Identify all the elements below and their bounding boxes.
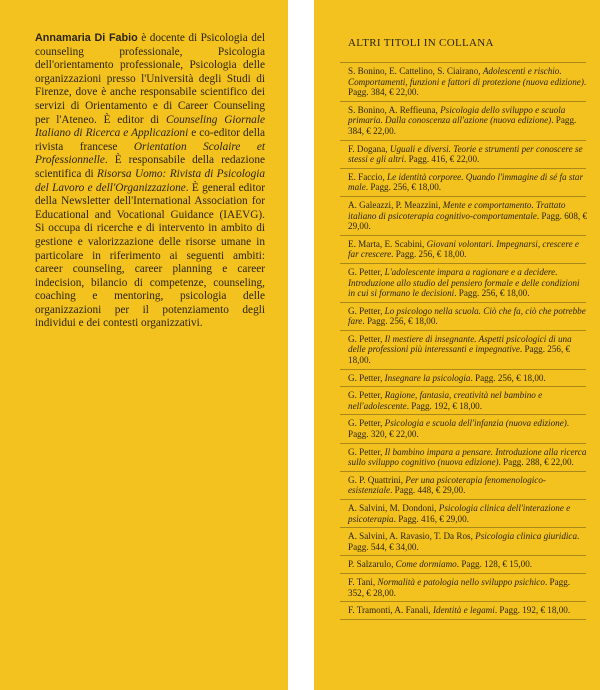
entry-title: Psicologia clinica giuridica xyxy=(475,531,578,542)
entry-divider xyxy=(340,196,586,197)
series-list-panel xyxy=(340,37,588,620)
series-entry xyxy=(340,264,588,302)
entry-text: . Pagg. 608, € 29,00. xyxy=(348,210,587,232)
entry-divider xyxy=(340,62,586,63)
bio-segment: è docente di Psicologia del counseling professionale, Psicologia dell'orientamento professionale, Psicologia delle organizzazioni presso l'Università degli Studi di Firenze, dove è anche responsabile scientifico dei servizi di Orientamento e di Career Counseling per l'Ateneo. È editor di xyxy=(35,32,266,126)
entry-divider xyxy=(340,263,586,264)
series-entry xyxy=(340,370,588,387)
entry-text: . Pagg. 256, € 18,00. xyxy=(365,182,442,193)
entry-text: . Pagg. 192, € 18,00. xyxy=(406,400,482,411)
bio-segment: Orientation Scolaire et Professionnelle xyxy=(35,140,266,167)
entry-text: . Pagg. 256, € 18,00. xyxy=(348,344,571,366)
entry-title: L'adolescente impara a ragionare e a decidere. Introduzione allo studio del pensiero formale e delle condizioni in cui si formano le decisioni xyxy=(348,266,580,299)
entry-text: G. P. Quattrini, xyxy=(348,474,406,485)
entry-text: E. Faccio, xyxy=(348,171,388,182)
entry-title: Adolescenti e rischio. Comportamenti, funzioni e fattori di protezione (nuova edizione) xyxy=(348,66,584,87)
entry-title: Ragione, fantasia, creatività nel bambino e nell'adolescente xyxy=(348,390,543,411)
entry-text: . Pagg. 416, € 29,00. xyxy=(393,513,469,524)
series-entry xyxy=(340,331,588,369)
entry-title: Come dormiamo xyxy=(395,559,457,570)
center-gutter xyxy=(288,0,314,690)
entry-text: . Pagg. 544, € 34,00. xyxy=(348,531,580,552)
bio-segment: . È responsabile della redazione scientifica di xyxy=(35,154,265,180)
entry-text: S. Bonino, E. Cattelino, S. Ciairano, xyxy=(348,66,483,76)
series-entry xyxy=(340,528,588,555)
bio-segment: Counseling Giornale Italiano di Ricerca e Applicazioni xyxy=(35,113,265,140)
entry-divider xyxy=(340,140,586,141)
entry-divider xyxy=(340,499,586,500)
entry-text: . Pagg. 384, € 22,00. xyxy=(348,76,587,98)
entry-divider xyxy=(340,386,586,387)
series-entry xyxy=(340,102,588,140)
entry-text: G. Petter, xyxy=(348,266,385,277)
series-entry xyxy=(340,500,588,527)
entry-divider xyxy=(340,601,586,602)
entry-text: . Pagg. 416, € 22,00. xyxy=(404,154,480,165)
series-entry xyxy=(340,387,588,414)
series-entry xyxy=(340,415,588,442)
series-entry xyxy=(340,236,588,263)
entry-divider xyxy=(340,471,586,472)
entry-divider xyxy=(340,101,586,102)
entry-title: Per una psicoterapia fenomenologico-esistenziale xyxy=(348,474,546,496)
series-entry xyxy=(340,444,588,471)
entry-text: . Pagg. 128, € 15,00. xyxy=(456,559,533,570)
series-entry xyxy=(340,63,588,101)
entry-title: Insegnare la psicologia xyxy=(384,372,471,383)
author-bio-text xyxy=(35,32,265,331)
entry-title: Uguali e diversi. Teorie e strumenti per conoscere se stessi e gli altri xyxy=(348,143,583,165)
entry-divider xyxy=(340,330,586,331)
entry-title: Le identità corporee. Quando l'immagine di sé fa star male xyxy=(348,171,584,193)
entry-text: . Pagg. 192, € 18,00. xyxy=(494,605,571,616)
entry-text: . Pagg. 256, € 18,00. xyxy=(470,372,546,383)
entry-text: P. Salzarulo, xyxy=(348,559,396,570)
entry-title: Giovani volontari. Impegnarsi, crescere e far crescere xyxy=(348,238,579,260)
series-entry xyxy=(340,574,588,601)
entry-text: . Pagg. 384, € 22,00. xyxy=(348,115,577,136)
entry-text: . Pagg. 352, € 28,00. xyxy=(348,576,571,598)
entry-title: Psicologia e scuola dell'infanzia (nuova edizione) xyxy=(384,418,567,429)
entry-text: . Pagg. 256, € 18,00. xyxy=(391,249,467,260)
series-entry xyxy=(340,556,588,573)
entry-text: G. Petter, xyxy=(348,333,385,344)
entry-title: Identità e legami xyxy=(432,605,495,616)
entry-text: . Pagg. 256, € 18,00. xyxy=(454,288,530,299)
entry-text: F. Dogana, xyxy=(348,143,390,154)
bio-segment: . È general editor della Newsletter dell'International Association for Educational and Vocational Guidance (IAEVG). Si occupa di ricerche e di intervento in ambito di gestione e valorizzazione delle risorse umane in particolare in riferimento ai seguenti ambiti: career counseling, career planning e career indecision, bilancio di competenze, counseling, coaching e mentoring, psicologia delle organizzazioni per il potenziamento degli individui e dei contesti organizzativi. xyxy=(35,181,265,330)
series-entry xyxy=(340,472,588,499)
entry-divider xyxy=(340,302,586,303)
entry-title: Normalità e patologia nello sviluppo psichico xyxy=(377,576,545,587)
series-entry xyxy=(340,197,588,235)
entry-text: . Pagg. 448, € 29,00. xyxy=(390,485,466,496)
entry-text: . Pagg. 288, € 22,00. xyxy=(498,457,574,468)
entry-text: G. Petter, xyxy=(348,446,385,457)
entry-text: . Pagg. 256, € 18,00. xyxy=(362,316,438,327)
entry-text: G. Petter, xyxy=(348,372,385,383)
bio-segment: e co-editor della rivista francese xyxy=(35,127,266,153)
entry-text: G. Petter, xyxy=(348,418,385,429)
author-name: Annamaria Di Fabio xyxy=(35,32,138,44)
entry-title: Il bambino impara a pensare. Introduzione alla ricerca sullo sviluppo cognitivo (nuova edizione) xyxy=(348,446,587,468)
entry-title: Il mestiere di insegnante. Aspetti psicologici di una delle professioni più interessanti e impegnative xyxy=(348,333,572,355)
entry-divider xyxy=(340,235,586,236)
entry-text: F. Tani, xyxy=(348,576,378,587)
entry-title: Psicologia dello sviluppo e scuola primaria. Dalla conoscenza all'azione (nuova edizione) xyxy=(348,104,566,126)
entry-title: Lo psicologo nella scuola. Ciò che fa, ciò che potrebbe fare xyxy=(348,305,586,327)
entry-divider xyxy=(340,573,586,574)
series-heading: ALTRI TITOLI IN COLLANA xyxy=(348,37,494,49)
entry-text: S. Bonino, A. Reffieuna, xyxy=(348,104,441,115)
entry-divider xyxy=(340,369,586,370)
entry-text: . Pagg. 320, € 22,00. xyxy=(348,418,570,440)
entry-divider xyxy=(340,414,586,415)
entry-title: Mente e comportamento. Trattato italiano di psicoterapia cognitivo-comportamentale xyxy=(348,199,566,221)
author-bio-panel xyxy=(35,32,265,331)
entry-text: A. Galeazzi, P. Meazzini, xyxy=(348,199,443,210)
series-entries xyxy=(340,62,588,620)
entry-text: E. Marta, E. Scabini, xyxy=(348,238,427,249)
entry-text: F. Tramonti, A. Fanali, xyxy=(348,605,433,616)
entry-divider xyxy=(340,619,586,620)
entry-title: Psicologia clinica dell'interazione e psicoterapia xyxy=(348,503,571,524)
entry-divider xyxy=(340,168,586,169)
series-entry xyxy=(340,602,588,619)
series-entry xyxy=(340,303,588,330)
entry-text: G. Petter, xyxy=(348,305,385,316)
series-entry xyxy=(340,141,588,168)
bio-segment: Risorsa Uomo: Rivista di Psicologia del Lavoro e dell'Organizzazione xyxy=(35,167,265,194)
entry-text: A. Salvini, A. Ravasio, T. Da Ros, xyxy=(348,531,476,542)
series-entry xyxy=(340,169,588,196)
entry-divider xyxy=(340,443,586,444)
entry-divider xyxy=(340,555,586,556)
entry-text: A. Salvini, M. Dondoni, xyxy=(348,503,439,513)
entry-divider xyxy=(340,527,586,528)
entry-text: G. Petter, xyxy=(348,390,385,401)
